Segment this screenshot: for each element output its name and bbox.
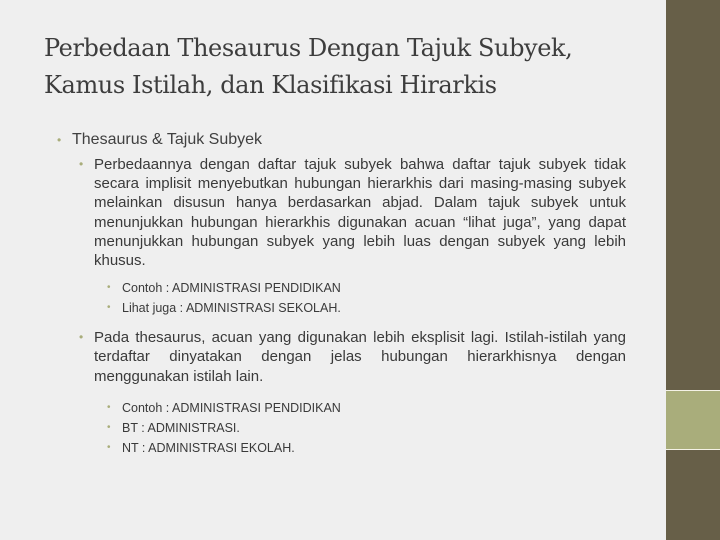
bullet-level3-example (54, 278, 626, 298)
example-text: BT : ADMINISTRASI. (122, 420, 240, 435)
slide-body (54, 130, 626, 458)
bullet-icon: • (79, 157, 84, 171)
bullet-icon: • (57, 133, 62, 147)
bullet-level1-text: Thesaurus & Tajuk Subyek (72, 131, 263, 148)
bullet-level3-example (54, 438, 626, 458)
example-text: Contoh : ADMINISTRASI PENDIDIKAN (122, 281, 341, 296)
bullet-level2-tajuk (66, 155, 626, 270)
bullet-level2-text: Pada thesaurus, acuan yang digunakan lebih eksplisit lagi. Istilah-istilah yang terdaftar dinyatakan dengan jelas hubungan hierarkhisnya dengan menggunakan istilah lain. (94, 329, 626, 385)
bullet-level3-example (54, 398, 626, 418)
side-bar-bottom-block (666, 450, 720, 540)
bullet-level2-thesaurus (66, 328, 626, 386)
bullet-level1 (54, 130, 626, 150)
example-text: Lihat juga : ADMINISTRASI SEKOLAH. (122, 301, 341, 316)
bullet-icon: • (107, 441, 111, 453)
bullet-icon: • (107, 282, 111, 294)
example-text: NT : ADMINISTRASI EKOLAH. (122, 440, 295, 455)
bullet-icon: • (107, 302, 111, 314)
side-bar-accent-block (666, 391, 720, 449)
bullet-icon: • (107, 421, 111, 433)
example-text: Contoh : ADMINISTRASI PENDIDIKAN (122, 400, 341, 415)
bullet-icon: • (79, 330, 84, 345)
decorative-side-bar (666, 0, 720, 540)
bullet-level2-text: Perbedaannya dengan daftar tajuk subyek bahwa daftar tajuk subyek tidak secara implisit menyebutkan hubungan hierarkhis dari masing-masing subyek melainkan disusun hanya berdasarkan abjad. Dalam tajuk subyek untuk menunjukkan hubungan hierarkhis digunakan acuan “lihat juga”, yang dapat menunjukkan hubungan subyek yang lebih luas dengan subyek yang lebih khusus. (94, 156, 626, 270)
slide-title: Perbedaan Thesaurus Dengan Tajuk Subyek, Kamus Istilah, dan Klasifikasi Hirarkis (44, 34, 573, 99)
bullet-icon: • (107, 401, 111, 413)
bullet-level3-example (54, 298, 626, 318)
side-bar-top-block (666, 0, 720, 390)
bullet-level3-example (54, 418, 626, 438)
